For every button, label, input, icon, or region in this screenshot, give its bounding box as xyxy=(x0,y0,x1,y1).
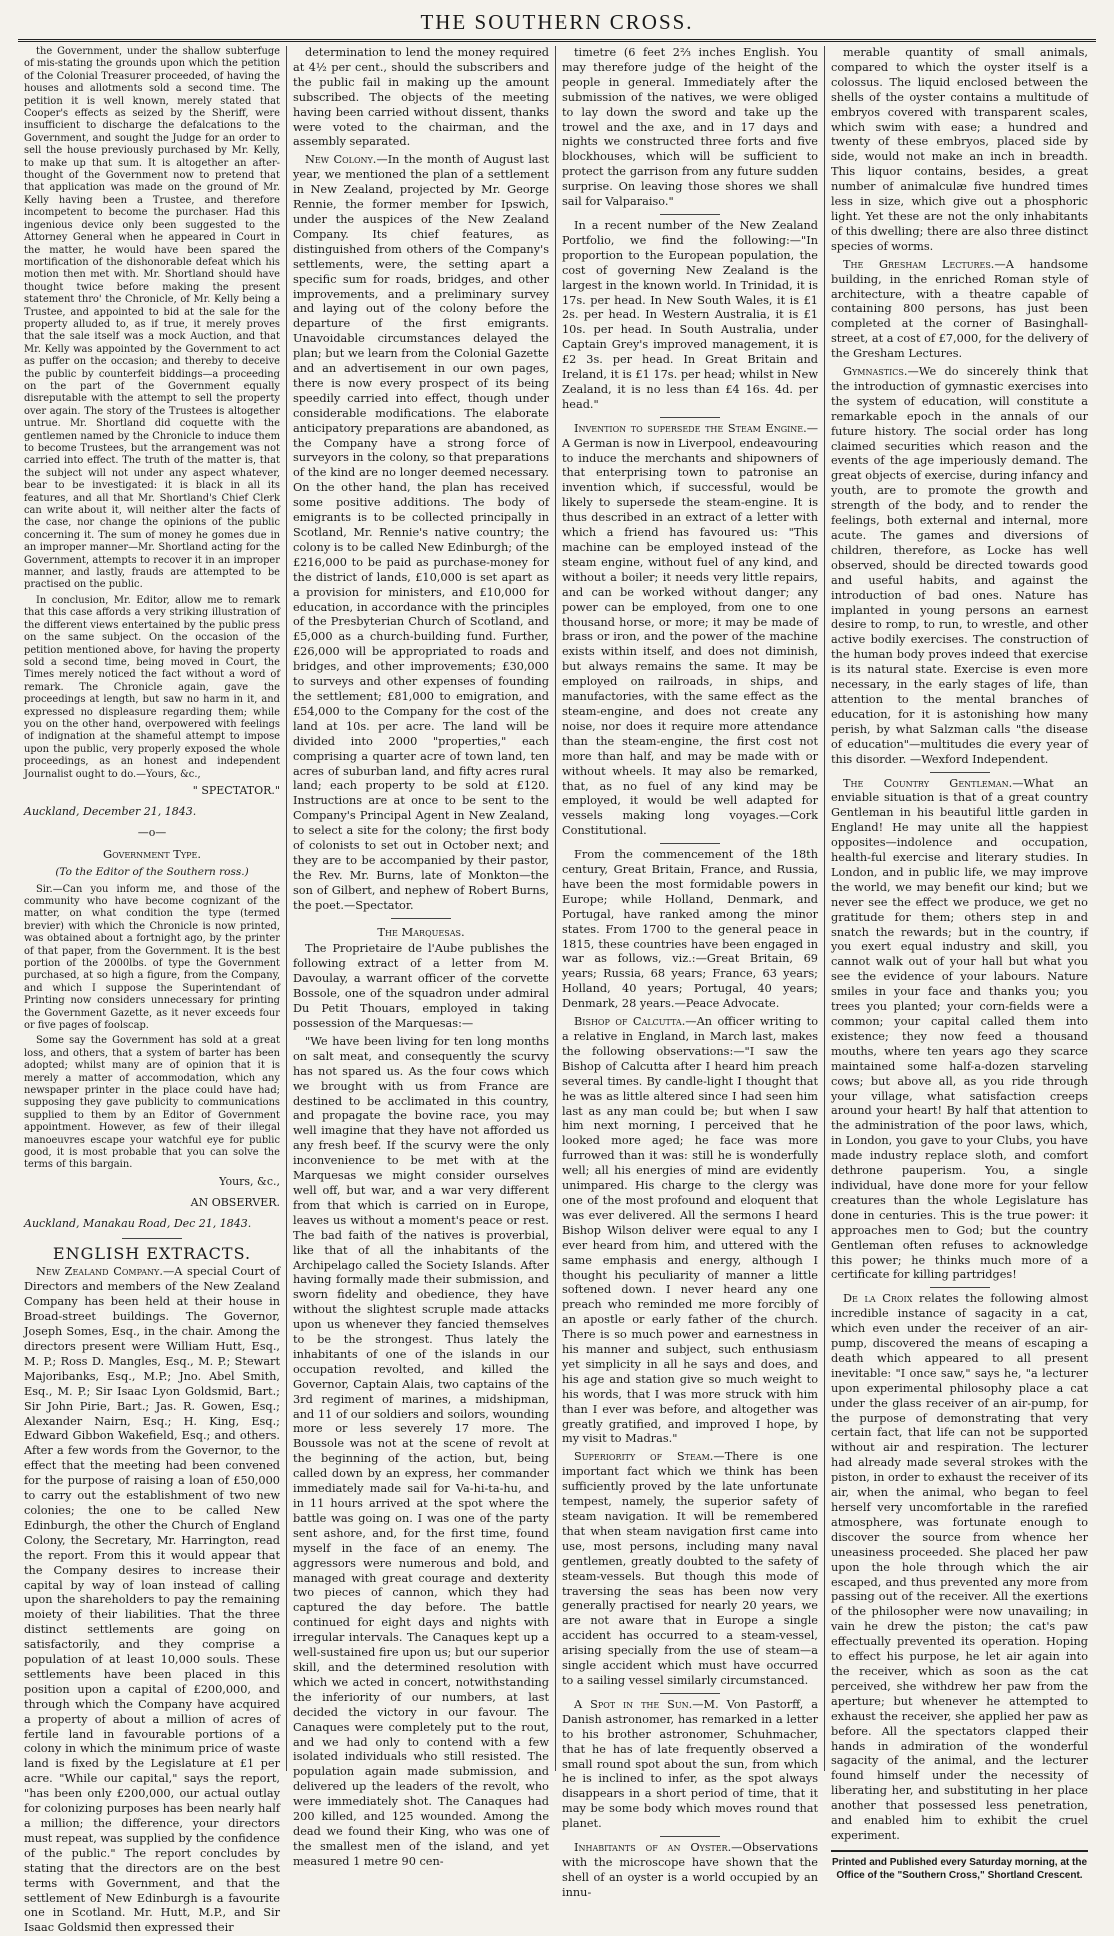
divider xyxy=(122,1238,182,1239)
article-lead: Superiority of Steam. xyxy=(574,1450,714,1464)
paragraph: In conclusion, Mr. Editor, allow me to remark that this case affords a very striking illustration of the different views entertained by the public press on the same subject. On the occasion of the petition mentioned above, for having the property sold a second time, being moved in Court, the Times merely noticed the fact without a word of remark. The Chronicle again, gave the proceedings at length, but saw no harm in it, and expressed no displeasure regarding them; while you on the other hand, overpowered with feelings of indignation at the shameful attempt to impose upon the public, very properly exposed the whole proceedings, as an honest and independent Journalist ought to do.—Yours, &c., xyxy=(24,594,280,780)
paragraph: "We have been living for ten long months on salt meat, and consequently the scurvy has not spared us. As the four cows which we brought with us from France are destined to be acclimated in this country, and propagate the bovine race, you may well imagine that they have not afforded us any fresh beef. If the scurvy were the only inconvenience to be met with at the Marquesas we might consider ourselves well off, but war, and a war very different from that which is carried on in Europe, leaves us without a moment's peace or rest. The bad faith of the natives is proverbial, like that of all the inhabitants of the Archipelago called the Society Islands. After having formally made their submission, and sworn fidelity and obedience, they have without the slightest scruple made attacks upon us whenever they fancied themselves to be the strongest. Thus lately the inhabitants of one of the islands in our occupation revolted, and killed the Governor, Captain Alais, two captains of the 3rd regiment of marines, a midshipman, and 11 of our soldiers and soilors, wounding more or less severely 17 more. The Boussole was not at the scene of revolt at the beginning of the action, but, being called down by an express, her commander immediately made sail for Va-hi-ta-hu, and in 11 hours arrived at the spot where the battle was going on. I was one of the party sent ashore, and, for the first time, found myself in the face of an enemy. The aggressors were numerous and bold, and managed with great courage and dexterity two pieces of cannon, which they had captured the day before. The battle continued for eight days and nights with irregular intervals. The Canaques kept up a well-sustained fire upon us; but our superior skill, and the determined resolution with which we acted in concert, notwithstanding the inferiority of our numbers, at last decided the victory in our favour. The Canaques were completely put to the rout, and we had only to contend with a few isolated individuals who still resisted. The population again made submission, and delivered up the leaders of the revolt, who were immediately shot. The Canaques had 200 killed, and 125 wounded. Among the dead we found their King, who was one of the smallest men of the island, and yet measured 1 metre 90 cen- xyxy=(293,1034,549,1868)
spectator-letter xyxy=(24,46,280,781)
section-heading: Government Type. xyxy=(102,846,202,861)
dateline: Auckland, December 21, 1843. xyxy=(24,804,197,818)
dateline: Auckland, Manakau Road, Dec 21, 1843. xyxy=(24,1216,252,1230)
divider xyxy=(660,214,720,215)
divider xyxy=(660,1693,720,1694)
article-bishop xyxy=(562,1015,818,1447)
section-subheading: (To the Editor of the Southern ross.) xyxy=(55,865,249,878)
article-lead: Inhabitants of an Oyster. xyxy=(574,1841,732,1855)
article-body: —M. Von Pastorff, a Danish astronomer, has remarked in a letter to his brother astronomer, Schuhmacher, that he has of late frequently observed a small round spot about the sun, from which he is inclined to infer, as the spot always disappears in a short period of time, that it may be some body which moves round that planet. xyxy=(562,1697,818,1831)
article-body: relates the following almost incredible instance of sagacity in a cat, which even under the receiver of an air-pump, discovered the means of escaping a death which appeared to all present inevitable: "I once saw," says he, "a lecturer upon experimental philosophy place a cat under the glass receiver of an air-pump, for the purpose of demonstrating that very certain fact, that life can not be supported without air and respiration. The lecturer had already made several strokes with the piston, in order to exhaust the receiver of its air, when the animal, who began to feel herself very uncomfortable in the rarefied atmosphere, was fortunate enough to discover the source from whence her uneasiness proceeded. She placed her paw upon the hole through which the air escaped, and thus prevented any more from passing out of the receiver. All the exertions of the philosopher were now unavailing; in vain he drew the piston; the cat's paw effectually prevented its operation. Hoping to effect his purpose, he let air again into the receiver, which as soon as the cat perceived, she withdrew her paw from the aperture; but whenever he attempted to exhaust the receiver, she applied her paw as before. All the spectators clapped their hands in admiration of the wonderful sagacity of the animal, and the lecturer found himself under the necessity of liberating her, and substituting in her place another that possessed less penetration, and enabled him to exhibit the cruel experiment. xyxy=(831,1292,1088,1842)
imprint: Printed and Published every Saturday morning, at the Office of the "Southern Cross," Shortland Crescent. xyxy=(831,1850,1088,1882)
closing: Yours, &c., xyxy=(219,1174,280,1188)
article-body: —What an enviable situation is that of a great country Gentleman in his beautiful little garden in England! He may unite all the happiest opposites—indolence and occupation, health-ful exercise and literary studies. In London, and in public life, we may improve the world, we may benefit our kind; but we never see the effect we produce, we get no gratitude for them; others step in and snatch the rewards; but in the country, if you exert equal industry and skill, you cannot walk out of your hall but what you see the evidence of your labours. Nature smiles in your face and thanks you; you trees you planted; your corn-fields were a common; your capital called them into existence; they now feed a thousand mouths, where ten years ago they scarce maintained some half-a-dozen starveling cows; but above all, as you ride through your village, what satisfaction creeps around your heart! By half that attention to the administration of the poor laws, which, in London, you gave to your Clubs, you have made industry replace sloth, and comfort dethrone pauperism. You, a single individual, have done more for your fellow creatures than the whole Legislature has done in centuries. This is the true power: it approaches men to God; but the country Gentleman often refuses to acknowledge this power; he thinks much more of a certificate for killing partridges! xyxy=(831,776,1088,1282)
column-3 xyxy=(556,46,825,1899)
divider xyxy=(930,1287,990,1288)
paragraph: In a recent number of the New Zealand Portfolio, we find the following:—"In proportion to the European population, the cost of governing New Zealand is the largest in the known world. In Trinidad, it is 17s. per head. In New South Wales, it is £1 2s. per head. In Western Australia, it is £1 10s. per head. In South Australia, under Captain Grey's improved management, it is £2 3s. per head. In Great Britain and Ireland, it is £1 17s. per head; whilst in New Zealand, it is no less than £4 16s. 4d. per head." xyxy=(562,218,818,411)
extracts-heading: ENGLISH EXTRACTS. xyxy=(52,1243,252,1263)
divider xyxy=(660,417,720,418)
paragraph: From the commencement of the 18th century, Great Britain, France, and Russia, have been the most formidable powers in Europe; while Holland, Denmark, and Portugal, have ranked among the minor states. From 1700 to the general peace in 1815, these countries have been engaged in war as follows, viz.:—Great Britain, 69 years; Russia, 68 years; France, 63 years; Holland, 40 years; Portugal, 40 years; Denmark, 28 years.—Peace Advocate. xyxy=(562,848,818,1011)
article-gresham xyxy=(831,258,1088,362)
article-body: —There is one important fact which we think has been sufficiently proved by the late unfortunate tempest, namely, the superior safety of steam navigation. It will be remembered that when steam navigation first came into use, most persons, including many naval gentlemen, greatly doubted to the safety of steam-vessels. But though this mode of traversing the seas has been now very generally practised for nearly 20 years, we are not aware that in Europe a single accident has occurred to a steam-vessel, arising specially from the use of steam—a single accident which must have occurred to a sailing vessel similarly circumstanced. xyxy=(562,1450,818,1687)
columns xyxy=(18,46,1096,1935)
article-lead: Gymnastics. xyxy=(843,365,908,379)
divider xyxy=(391,918,451,919)
article-body: —In the month of August last year, we mentioned the plan of a settlement in New Zealand, projected by Mr. George Rennie, the former member for Ipswich, under the auspices of the New Zealand Company. Its chief features, as distinguished from others of the Company's settlements, were, the setting apart a specific sum for roads, bridges, and other improvements, and a preliminary survey and laying out of the colony before the departure of the first emigrants. Unavoidable circumstances delayed the plan; but we learn from the Colonial Gazette and an advertisement in our own pages, there is now every prospect of its being speedily carried into effect, though under considerable modifications. The elaborate anticipatory preparations are abandoned, as the Company have a strong force of surveyors in the colony, so that preparations of the kind are no longer deemed necessary. On the other hand, the plan has received some positive additions. The body of emigrants is to be collected principally in Scotland, Mr. Rennie's native country; the colony is to be called New Edinburgh; of the £216,000 to be paid as purchase-money for the district of lands, £10,000 is set apart as a provision for ministers, and £10,000 for education, in accordance with the principles of the Presbyterian Church of Scotland, and £5,000 as a church-building fund. Further, £26,000 will be appropriated to roads and bridges, and other improvements; £30,000 to surveys and other expenses of founding the settlement; £81,000 to emigration, and £54,000 to the Company for the cost of the land at 10s. per acre. The land will be divided into 2000 "properties," each comprising a quarter acre of town land, ten acres of suburban land, and fifty acres rural land; each property to be sold at £120. Instructions are at once to be sent to the Company's Principal Agent in New Zealand, to select a site for the colony; the first body of colonists to set out in October next; and they are to be accompanied by their pastor, the Rev. Mr. Burns, late of Monkton—the son of Gilbert, and nephew of Robert Burns, the poet.—Spectator. xyxy=(293,153,550,912)
paragraph: The Proprietaire de l'Aube publishes the following extract of a letter from M. Davoulay, a warrant officer of the corvette Bossole, one of the squadron under admiral Du Petit Thouars, employed in taking possession of the Marquesas:— xyxy=(293,942,549,1030)
masthead: THE SOUTHERN CROSS. xyxy=(420,10,694,34)
signature-observer: AN OBSERVER. xyxy=(190,1195,280,1209)
article-lead: New Colony. xyxy=(305,153,377,167)
signature-spectator: " SPECTATOR." xyxy=(192,783,280,797)
column-2 xyxy=(287,46,556,1868)
paragraph: Some say the Government has sold at a great loss, and others, that a system of barter has been adopted; whilst many are of opinion that it is merely a matter of accommodation, which any newspaper printer in the place could have had; supposing they gave publicity to communications supplied to them by an Editor of Government appointment. However, as few of their illegal manoeuvres escape your watchful eye for public good, it is most probable that you can solve the terms of this bargain. xyxy=(24,1035,280,1171)
divider xyxy=(660,1836,720,1837)
divider xyxy=(660,843,720,844)
article-lead: De la Croix xyxy=(843,1292,913,1306)
article-lead: The Gresham Lectures. xyxy=(843,257,995,271)
article-gymnastics xyxy=(831,365,1088,767)
paragraph: determination to lend the money required at 4½ per cent., should the subscribers and the public fail in making up the amount subscribed. The objects of the meeting having been carried without dissent, thanks were voted to the chairman, and the assembly separated. xyxy=(293,46,549,149)
observer-letter xyxy=(24,884,280,1172)
paragraph: timetre (6 feet 2⅔ inches English. You may therefore judge of the height of the people in general. Immediately after the submission of the natives, we were obliged to lay down the sword and take up the trowel and the axe, and in 17 days and nights we constructed three forts and five blockhouses, which will be sufficient to protect the garrison from any future sudden surprise. On leaving those shores we shall sail for Valparaiso." xyxy=(562,46,818,209)
article-steam-superiority xyxy=(562,1450,818,1689)
article-new-zealand-company xyxy=(24,1265,280,1936)
paragraph: merable quantity of small animals, compared to which the oyster itself is a colossus. The liquid enclosed between the shells of the oyster contains a multitude of embryos covered with transparent scales, which swim with ease; a hundred and twenty of these embryos, placed side by side, would not make an inch in breadth. This liquor contains, besides, a great number of animalculæ five hundred times less in size, which give out a phosphoric light. Yet these are not the only inhabitants of this dwelling; there are also three distinct species of worms. xyxy=(831,46,1088,253)
article-lead: The Country Gentleman. xyxy=(843,776,1013,790)
article-body: —A special Court of Directors and members of the New Zealand Company has been held at their house in Broad-street buildings. The Governor, Joseph Somes, Esq., in the chair. Among the directors present were William Hutt, Esq., M. P.; Ross D. Mangles, Esq., M. P.; Stewart Majoribanks, Esq., M.P.; Jno. Abel Smith, Esq., M. P.; Sir Isaac Lyon Goldsmid, Bart.; Sir John Pirie, Bart.; Jas. R. Gowen, Esq.; Alexander Nairn, Esq.; H. King, Esq.; Edward Gibbon Wakefield, Esq.; and others. After a few words from the Governor, to the effect that the meeting had been convened for the purpose of raising a loan of £50,000 to carry out the establishment of two new colonies; the one to be called New Edinburgh, the other the Church of England Colony, the Secretary, Mr. Harrington, read the report. From this it would appear that the Company desires to increase their capital by way of loan instead of calling upon the shareholders to pay the remaining moiety of their liabilities. That the three distinct settlements are going on satisfactorily, and they comprise a population of at least 10,000 souls. These settlements have been placed in this position upon a capital of £200,000, and through which the Company have acquired a property of about a million of acres of fertile land in favourable portions of a colony in which the minimum price of waste land is fixed by the Legislature at £1 per acre. "While our capital," says the report, "has been only £200,000, our actual outlay for colonizing purposes has been nearly half a million; the difference, your directors must repeat, was supplied by the confidence of the public." The report concludes by stating that the directors are on the best terms with Government, and that the settlement of New Edinburgh is a favourite one in Scotland. Mr. Hutt, M.P., and Sir Isaac Goldsmid then expressed their xyxy=(24,1265,281,1935)
divider xyxy=(930,772,990,773)
article-lead: Bishop of Calcutta. xyxy=(574,1015,686,1029)
article-body: —A handsome building, in the enriched Roman style of architecture, with a theatre capable of containing 800 persons, has just been completed at the corner of Basinghall-street, at a cost of £7,000, for the delivery of the Gresham Lectures. xyxy=(831,257,1089,361)
article-body: —A German is now in Liverpool, endeavouring to induce the merchants and shipowners of that enterprising town to patronise an invention which, if successful, would be likely to supersede the steam-engine. It is thus described in an extract of a letter with which a friend has favoured us: "This machine can be employed instead of the steam engine, without fuel of any kind, and without a boiler; it needs very little repairs, and can be worked without danger; any power can be employed, from one to one thousand horse, or more; it may be made of brass or iron, and the power of the machine exists within itself, and does not diminish, but always remains the same. It may be employed on railroads, in ships, and manufactories, with the same effect as the steam-engine, and does not create any noise, nor does it require more attendance than the steam-engine, the first cost not more than half, and may be made with or without wheels. It may also be remarked, that, as no fuel of any kind may be employed, it would be well adapted for vessels making long voyages.—Cork Constitutional. xyxy=(562,421,818,838)
article-new-colony xyxy=(293,153,549,913)
separator: —o— xyxy=(137,825,167,839)
article-steam-invention xyxy=(562,422,818,839)
article-body: —We do sincerely think that the introduction of gymnastic exercises into the system of education, will constitute a remarkable epoch in the annals of our future history. The social order has long claimed securities which reason and the events of the age imperiously demand. The great objects of exercise, during infancy and youth, are to promote the growth and strength of the body, and to render the feelings, both external and internal, more acute. The games and diversions of children, therefore, as Locke has well observed, should be directed towards good and useful habits, and against the introduction of bad ones. Nature has implanted in young persons an earnest desire to romp, to run, to wrestle, and other active bodily exercises. The construction of the human body proves indeed that exercise is its natural state. Exercise is even more necessary, in the early stages of life, than attention to the mental branches of education, for it is astonishing how many perish, by what Salzman calls "the disease of education"—multitudes die every year of this disorder. —Wexford Independent. xyxy=(831,365,1088,766)
article-lead: Invention to supersede the Steam Engine. xyxy=(574,421,807,435)
masthead-rule xyxy=(18,39,1096,42)
paragraph: the Government, under the shallow subterfuge of mis-stating the grounds upon which the petition of the Colonial Treasurer proceeded, of having the houses and allotments sold a second time. The petition it is well known, merely stated that Cooper's effects as seized by the Sheriff, were insufficient to discharge the defalcations to the Government, and sought the Judge for an order to sell the house previously purchased by Mr. Kelly, to make up that sum. It is altogether an after-thought of the Government now to pretend that that application was made on the ground of Mr. Kelly having been a Trustee, and therefore incompetent to become the purchaser. Had this ingenious device only been suggested to the Attorney General when he appeared in Court in the matter, he would have been spared the mortification of the dishonorable defeat which his motion then met with. Mr. Shortland should have thought twice before making the present statement thro' the Chronicle, of Mr. Kelly being a Trustee, and appointed to bid at the sale for the property alluded to, as if true, it merely proves that the sale itself was a mock Auction, and that Mr. Kelly was appointed by the Government to act as puffer on the occasion; and thereby to deceive the public by counterfeit biddings—a proceeding on the part of the Government equally disreputable with the attempt to sell the property over again. The story of the Trustees is altogether untrue. Mr. Shortland did coquette with the gentlemen named by the Chronicle to induce them to become Trustees, but the arrangement was not carried into effect. The truth of the matter is, that the subject will not under any aspect whatever, bear to be investigated: it is black in all its features, and all that Mr. Shortland's Chief Clerk can write about it, will neither alter the facts of the case, nor change the opinions of the public concerning it. The sum of money he gomes due in an improper manner—Mr. Shortland acting for the Government, attempts to recover it in an improper manner, and lastly, frauds are attempted to be practised on the public. xyxy=(24,46,280,591)
article-lead: A Spot in the Sun. xyxy=(574,1697,693,1711)
article-lead: New Zealand Company. xyxy=(36,1265,163,1279)
article-country-gentleman xyxy=(831,777,1088,1284)
section-heading: The Marquesas. xyxy=(377,924,465,939)
article-body: —Observations with the microscope have shown that the shell of an oyster is a world occupied by an innu- xyxy=(562,1841,818,1899)
article-sun-spot xyxy=(562,1698,818,1832)
article-cat-sagacity xyxy=(831,1292,1088,1844)
article-oyster xyxy=(562,1841,818,1901)
column-4 xyxy=(825,46,1094,1881)
column-1 xyxy=(18,46,287,1935)
paragraph: Sir.—Can you inform me, and those of the community who have become cognizant of the matter, on what condition the type (termed brevier) with which the Chronicle is now printed, was obtained about a fortnight ago, by the printer of that paper, from the Government. It is the best portion of the 2000lbs. of type the Government purchased, at so high a figure, from the Company, and which I suppose the Superintendant of Printing now considers unnecessary for printing the Government Gazette, as it never exceeds four or five pages of foolscap. xyxy=(24,883,280,1031)
article-body: —An officer writing to a relative in England, in March last, makes the following observations:—"I saw the Bishop of Calcutta after I heard him preach several times. By candle-light I thought that he was as little altered since I had seen him last as any man could be; but when I saw him next morning, I perceived that he looked more aged; he face was more furrowed than it was: still he is wonderfully well; all his energies of mind are evidently unimpared. His charge to the clergy was one of the most profound and eloquent that was ever delivered. All the sermons I heard Bishop Wilson deliver were equal to any I ever heard from him, and uttered with the same emphasis and energy, although I thought his peculiarity of manner a little softened down. I never heard any one preach who reminded me more forcibly of an apostle or early father of the church. There is so much power and earnestness in his manner and subject, such enthusiasm yet simplicity in all he says and does, and his age and station give so much weight to his words, that I was more struck with him than I ever was before, and altogether was greatly gratified, and improved I hope, by my visit to Madras." xyxy=(562,1015,818,1446)
